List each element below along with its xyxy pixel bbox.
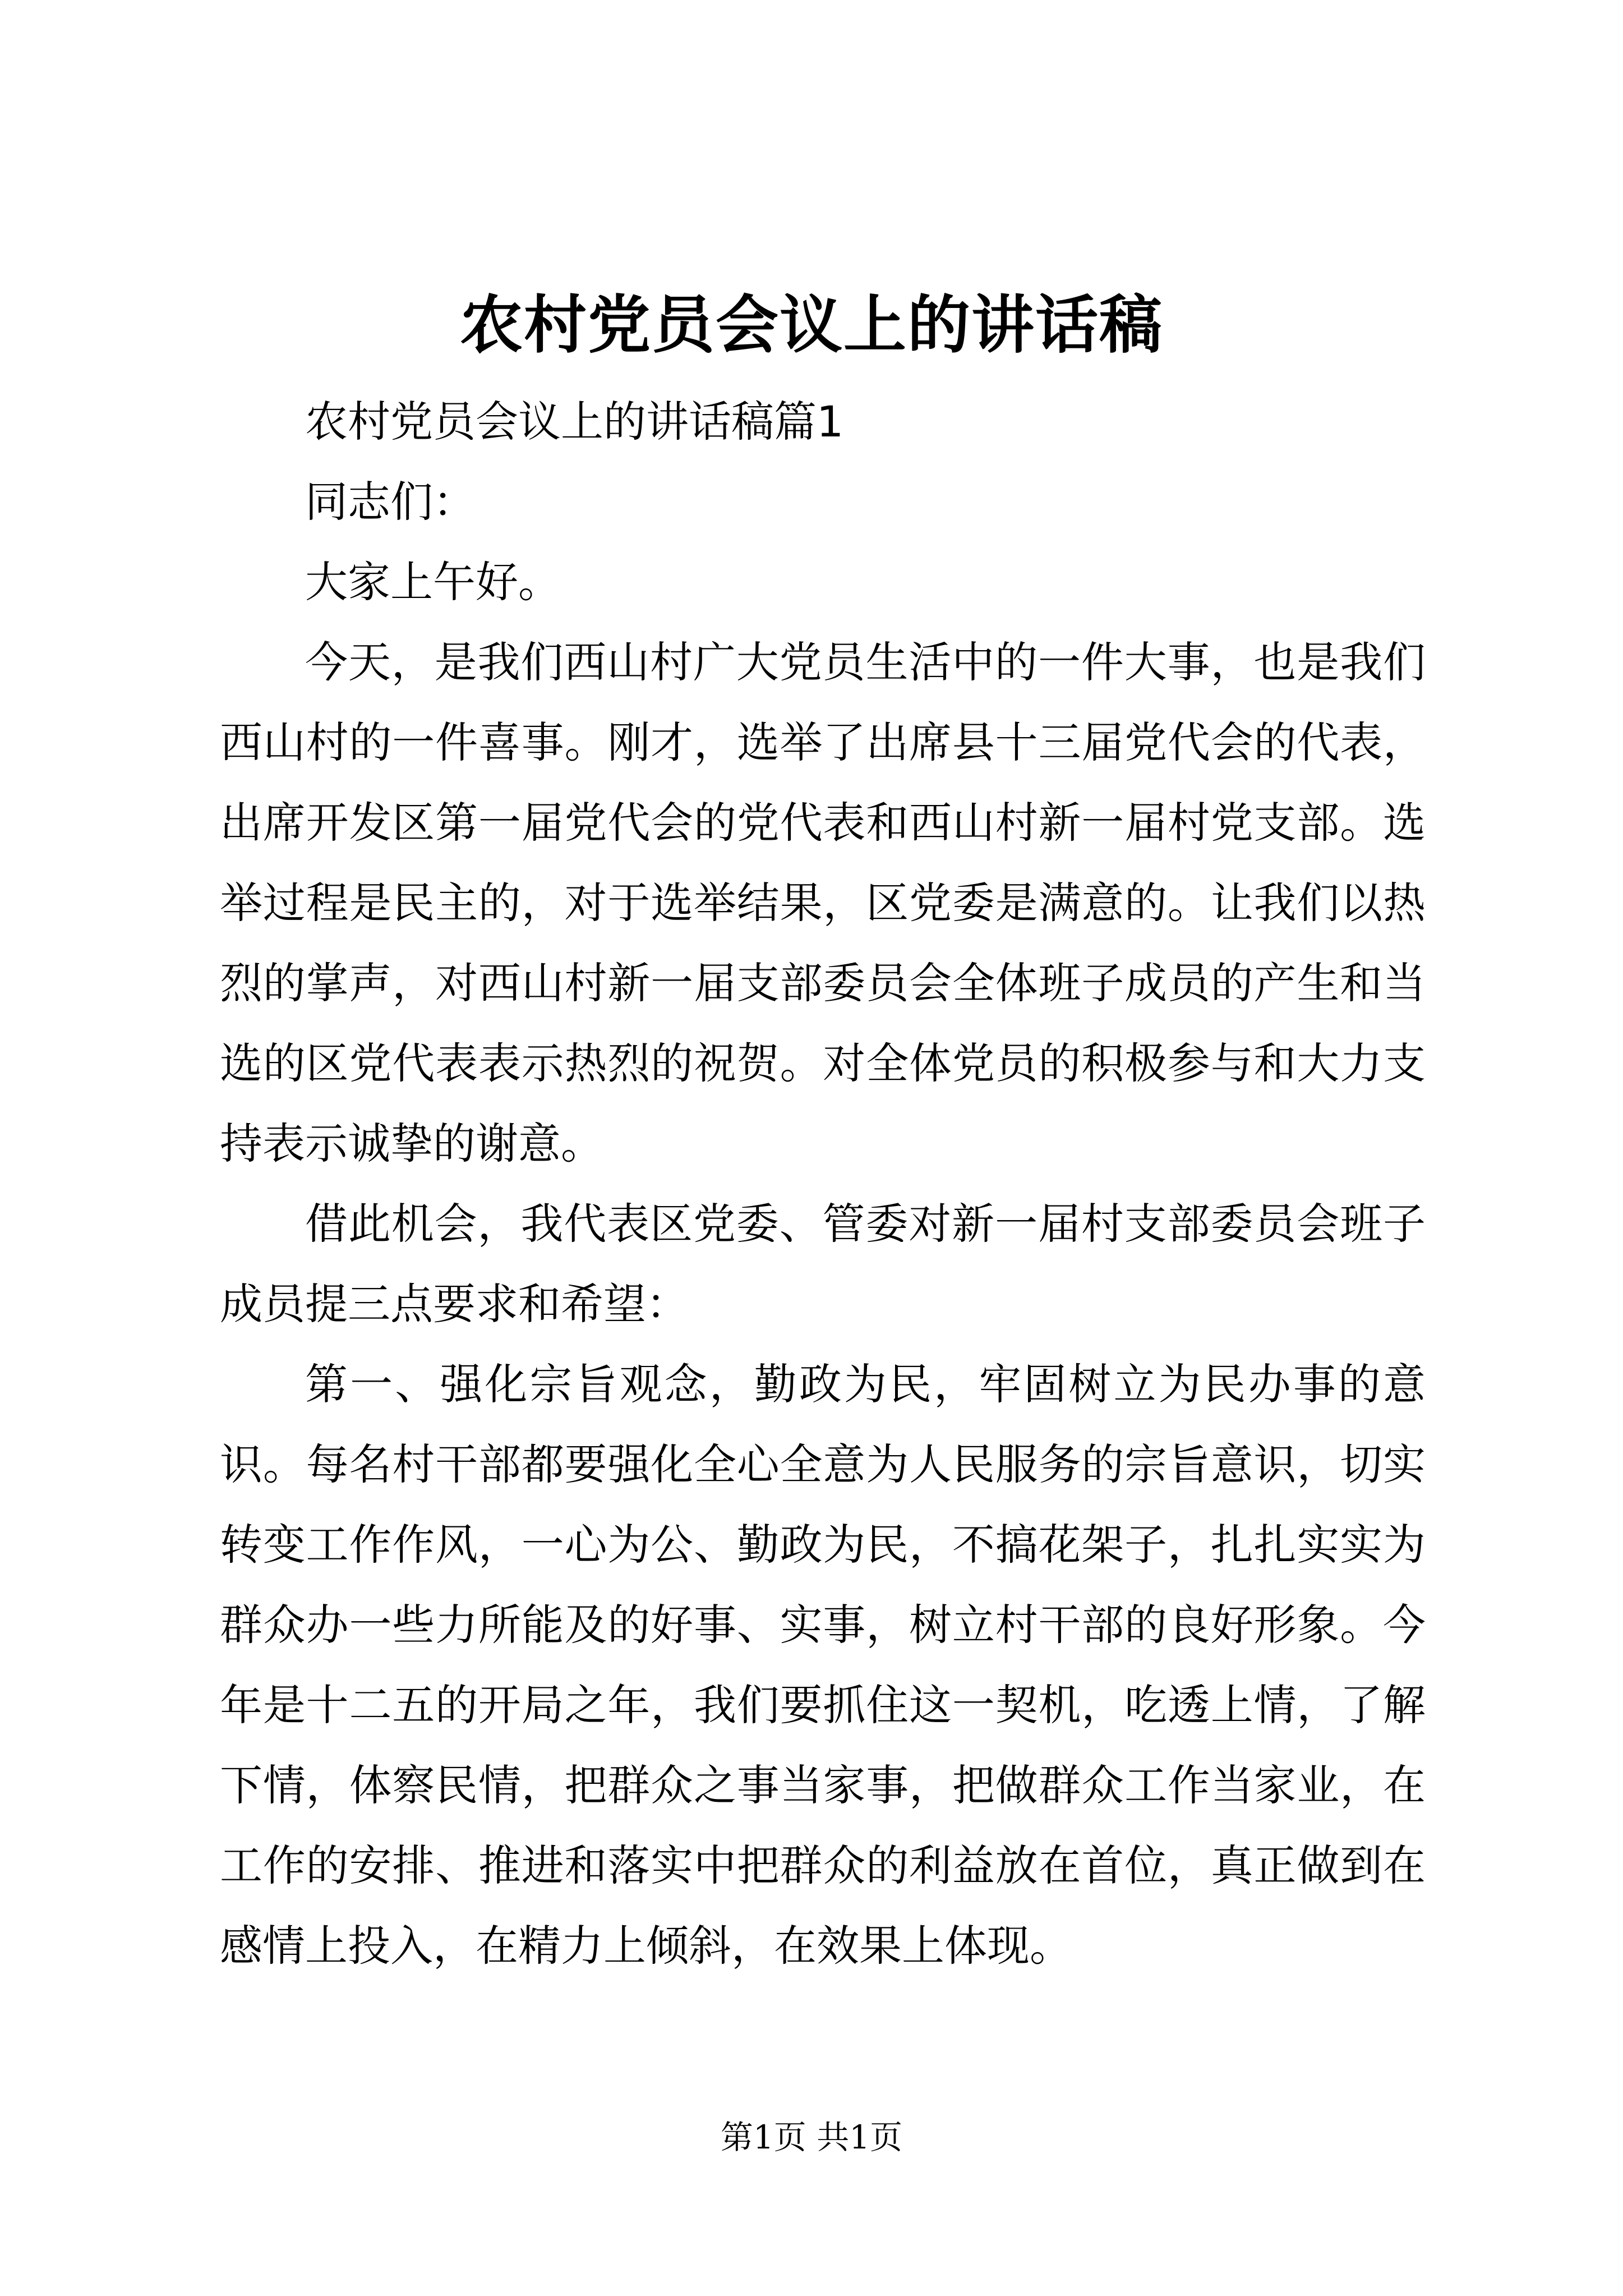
paragraph-requirement-1: 第一、强化宗旨观念，勤政为民，牢固树立为民办事的意识。每名村干部都要强化全心全意为人民服务的宗旨意识，切实转变工作作风，一心为公、勤政为民，不搞花架子，扎扎实实为群众办一些力所能及的好事、实事，树立村干部的良好形象。今年是十二五的开局之年，我们要抓住这一契机，吃透上情，了解下情，体察民情，把群众之事当家事，把做群众工作当家业，在工作的安排、推进和落实中把群众的利益放在首位，真正做到在感情上投入，在精力上倾斜，在效果上体现。 xyxy=(220,1359,1426,1971)
paragraph-election: 今天，是我们西山村广大党员生活中的一件大事，也是我们西山村的一件喜事。刚才，选举了出席县十三届党代会的代表，出席开发区第一届党代会的党代表和西山村新一届村党支部。选举过程是民主的，对于选举结果，区党委是满意的。让我们以热烈的掌声，对西山村新一届支部委员会全体班子成员的产生和当选的区党代表表示热烈的祝贺。对全体党员的积极参与和大力支持表示诚挚的谢意。 xyxy=(220,637,1426,1168)
document-body xyxy=(220,381,1426,1986)
paragraph-subtitle: 农村党员会议上的讲话稿篇1 xyxy=(305,397,844,447)
paragraph-salutation: 同志们： xyxy=(305,477,476,527)
page-footer: 第1页 共1页 xyxy=(720,2118,903,2156)
document-title: 农村党员会议上的讲话稿 xyxy=(460,288,1163,362)
paragraph-requirements-intro: 借此机会，我代表区党委、管委对新一届村支部委员会班子成员提三点要求和希望： xyxy=(220,1199,1426,1329)
paragraph-greeting: 大家上午好。 xyxy=(305,557,561,607)
